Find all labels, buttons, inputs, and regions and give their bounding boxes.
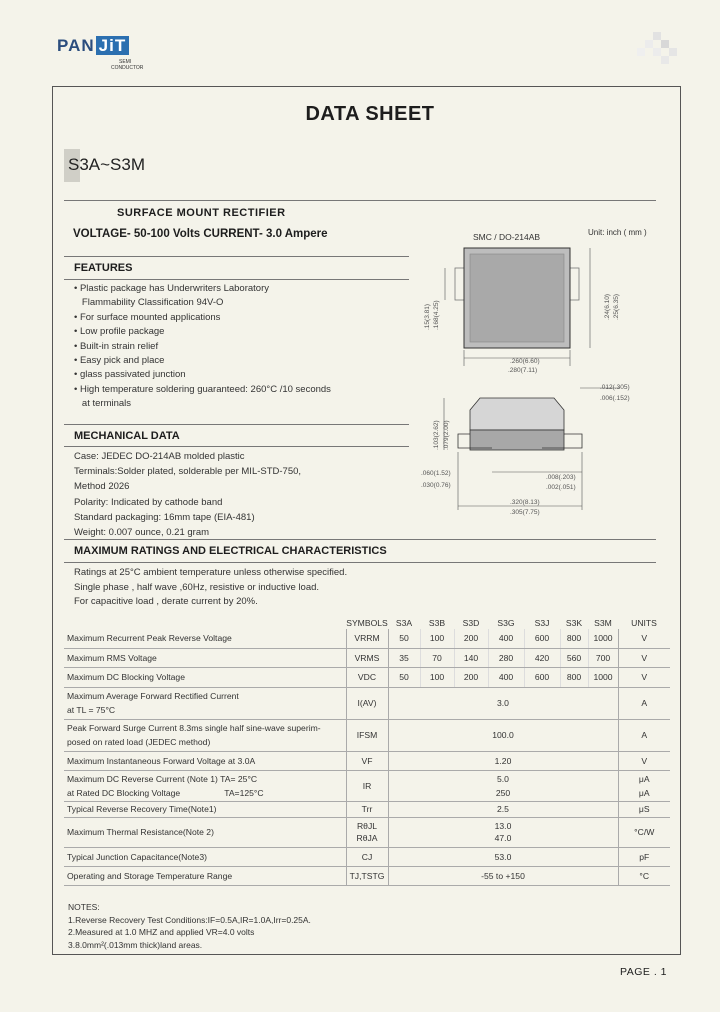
- dim-label: .280(7.11): [508, 367, 538, 374]
- symbol-cell: IFSM: [346, 719, 388, 751]
- feature-item: • glass passivated junction: [74, 369, 186, 381]
- dim-label: .260(6.60): [510, 358, 540, 365]
- table-row: [64, 751, 670, 770]
- dim-label: .002(.051): [546, 484, 576, 491]
- value-cell: 140: [454, 648, 488, 667]
- value-cell: 800: [560, 667, 588, 687]
- header-s3g: S3G: [497, 617, 515, 628]
- value-cell: -55 to +150: [388, 866, 618, 885]
- dim-label: .305(7.75): [510, 509, 540, 516]
- panjit-logo: [57, 36, 129, 56]
- param-cell: Maximum Thermal Resistance(Note 2): [64, 817, 346, 847]
- unit-cell: [618, 770, 670, 801]
- mechanical-item: Polarity: Indicated by cathode band: [74, 496, 223, 508]
- dim-label: .15(3.81): [424, 303, 431, 330]
- table-row: [64, 801, 670, 817]
- value-cell: 3.0: [388, 687, 618, 719]
- param-cell: Operating and Storage Temperature Range: [64, 866, 346, 885]
- param-cell: Typical Junction Capacitance(Note3): [64, 847, 346, 866]
- value-line: 250: [495, 787, 511, 798]
- logo-subtext: [111, 59, 143, 71]
- param-cell: Maximum Instantaneous Forward Voltage at 3.0A: [64, 751, 346, 770]
- feature-item: • For surface mounted applications: [74, 311, 221, 323]
- doc-title: DATA SHEET: [305, 103, 435, 125]
- symbol-cell: CJ: [346, 847, 388, 866]
- symbol-cell: [346, 817, 388, 847]
- feature-item: • High temperature soldering guaranteed: 260°C /10 seconds: [74, 383, 331, 395]
- value-cell: 700: [588, 648, 618, 667]
- value-cell: 35: [388, 648, 420, 667]
- unit-cell: V: [618, 667, 670, 687]
- symbol-line: RθJA: [356, 833, 378, 843]
- feature-item: • Easy pick and place: [74, 354, 165, 366]
- dim-label: .079(2.00): [443, 420, 450, 450]
- mechanical-item: Standard packaging: 16mm tape (EIA-481): [74, 511, 255, 523]
- unit-cell: A: [618, 719, 670, 751]
- value-line: 5.0: [497, 773, 509, 784]
- product-subtitle: SURFACE MOUNT RECTIFIER: [117, 207, 286, 219]
- value-cell: 280: [488, 648, 524, 667]
- logo-main: PAN: [57, 36, 95, 55]
- divider: [64, 424, 409, 425]
- notes-title: NOTES:: [68, 902, 100, 912]
- mechanical-item: Method 2026: [74, 481, 130, 493]
- unit-cell: V: [618, 629, 670, 648]
- value-cell: 560: [560, 648, 588, 667]
- divider: [64, 200, 656, 201]
- unit-cell: °C: [618, 866, 670, 885]
- header-s3m: S3M: [594, 617, 612, 628]
- dim-label: .006(.152): [600, 395, 630, 402]
- value-cell: [388, 770, 618, 801]
- divider: [64, 539, 656, 540]
- value-cell: 70: [420, 648, 454, 667]
- dim-label: .320(8.13): [510, 499, 540, 506]
- divider: [64, 562, 656, 563]
- unit-cell: V: [618, 648, 670, 667]
- condition-line: For capacitive load , derate current by 20%.: [74, 596, 258, 608]
- dim-label: .030(0.76): [421, 482, 451, 489]
- header-s3d: S3D: [462, 617, 480, 628]
- feature-item: at terminals: [74, 398, 132, 410]
- header-parameter: [64, 616, 346, 629]
- param-line: Peak Forward Surge Current 8.3ms single half sine-wave superim-: [67, 723, 321, 733]
- ratings-conditions: [74, 566, 347, 610]
- param-cell: [64, 770, 346, 801]
- header-s3a: S3A: [395, 617, 413, 628]
- table-row: [64, 629, 670, 648]
- symbol-cell: IR: [346, 770, 388, 801]
- unit-line: μA: [638, 787, 650, 798]
- table-row: [64, 770, 670, 801]
- param-line: Maximum DC Reverse Current (Note 1) TA= 25°C: [67, 773, 258, 784]
- mechanical-list: [74, 449, 301, 540]
- unit-cell: V: [618, 751, 670, 770]
- param-cell: Typical Reverse Recovery Time(Note1): [64, 801, 346, 817]
- unit-cell: pF: [618, 847, 670, 866]
- value-cell: 1000: [588, 667, 618, 687]
- table-row: [64, 847, 670, 866]
- param-line: TA=125°C: [224, 787, 264, 798]
- symbol-cell: I(AV): [346, 687, 388, 719]
- value-cell: 50: [388, 667, 420, 687]
- condition-line: Ratings at 25°C ambient temperature unless otherwise specified.: [74, 567, 348, 578]
- voltage-current: VOLTAGE- 50-100 Volts CURRENT- 3.0 Ampere: [73, 228, 328, 240]
- dim-label: .012(.305): [600, 384, 630, 391]
- feature-item: • Built-in strain relief: [74, 340, 159, 352]
- header-s3b: S3B: [428, 617, 446, 628]
- value-cell: 400: [488, 667, 524, 687]
- header-s3j: S3J: [534, 617, 550, 628]
- value-cell: 1000: [588, 629, 618, 648]
- package-outline-drawing: [420, 240, 660, 525]
- symbol-line: RθJL: [356, 821, 378, 831]
- ratings-title: MAXIMUM RATINGS AND ELECTRICAL CHARACTERISTICS: [74, 545, 387, 557]
- unit-cell: μS: [618, 801, 670, 817]
- header-units: UNITS: [631, 617, 657, 628]
- unit-cell: °C/W: [618, 817, 670, 847]
- value-cell: 800: [560, 629, 588, 648]
- feature-item: • Plastic package has Underwriters Laboratory: [74, 283, 270, 294]
- value-cell: 2.5: [388, 801, 618, 817]
- notes: [68, 901, 311, 951]
- mechanical-item: Terminals:Solder plated, solderable per MIL-STD-750,: [74, 466, 302, 478]
- param-line: at Rated DC Blocking Voltage: [67, 787, 181, 798]
- mechanical-title: MECHANICAL DATA: [74, 430, 180, 442]
- value-cell: 200: [454, 629, 488, 648]
- unit-cell: A: [618, 687, 670, 719]
- param-cell: [64, 687, 346, 719]
- symbol-cell: VDC: [346, 667, 388, 687]
- header-s3k: S3K: [565, 617, 583, 628]
- unit-line: μA: [638, 773, 650, 784]
- condition-line: Single phase , half wave ,60Hz, resistive or inductive load.: [74, 581, 320, 593]
- table-row: [64, 719, 670, 751]
- mechanical-item: Weight: 0.007 ounce, 0.21 gram: [74, 527, 210, 539]
- value-cell: 50: [388, 629, 420, 648]
- logo-sub-line1: SEMI: [119, 59, 132, 65]
- logo-accent: JiT: [96, 36, 130, 55]
- dim-label: .24(6.10): [604, 293, 611, 320]
- features-list: [74, 282, 414, 412]
- header-symbols: SYMBOLS: [346, 617, 388, 628]
- value-cell: 100.0: [388, 719, 618, 751]
- dim-label: .060(1.52): [421, 470, 451, 477]
- logo-sub-line2: CONDUCTOR: [111, 65, 144, 71]
- value-cell: 53.0: [388, 847, 618, 866]
- symbol-cell: Trr: [346, 801, 388, 817]
- symbol-cell: VF: [346, 751, 388, 770]
- dim-label: .103(2.62): [433, 420, 440, 450]
- value-cell: 100: [420, 667, 454, 687]
- value-cell: 400: [488, 629, 524, 648]
- value-cell: 1.20: [388, 751, 618, 770]
- note-item: 2.Measured at 1.0 MHZ and applied VR=4.0 volts: [68, 927, 255, 938]
- dim-label: .168(4.25): [433, 300, 440, 330]
- decorative-squares-icon: [637, 32, 677, 72]
- symbol-cell: VRRM: [346, 629, 388, 648]
- divider: [64, 279, 409, 280]
- value-cell: 420: [524, 648, 560, 667]
- table-row: [64, 866, 670, 885]
- mechanical-item: Case: JEDEC DO-214AB molded plastic: [74, 451, 245, 462]
- value-cell: 200: [454, 667, 488, 687]
- param-line: Maximum Average Forward Rectified Current: [67, 691, 239, 701]
- symbol-cell: VRMS: [346, 648, 388, 667]
- table-row: [64, 667, 670, 687]
- table-row: [64, 817, 670, 847]
- part-number: S3A~S3M: [68, 155, 146, 174]
- value-cell: [388, 817, 618, 847]
- divider: [64, 256, 409, 257]
- param-line: at TL = 75°C: [67, 705, 116, 715]
- note-item: 3.8.0mm²(.013mm thick)land areas.: [68, 939, 203, 950]
- dim-label: .008(.203): [546, 474, 576, 481]
- page-number: PAGE . 1: [620, 966, 667, 978]
- param-line: posed on rated load (JEDEC method): [67, 737, 211, 747]
- param-cell: Maximum Recurrent Peak Reverse Voltage: [64, 629, 346, 648]
- feature-item: • Low profile package: [74, 326, 165, 338]
- ratings-table: [64, 616, 670, 886]
- unit-note: Unit: inch ( mm ): [588, 228, 647, 237]
- dim-label: .25(6.35): [613, 293, 620, 320]
- param-cell: [64, 719, 346, 751]
- table-row: [64, 687, 670, 719]
- value-line: 47.0: [494, 833, 512, 843]
- divider: [64, 446, 409, 447]
- param-cell: Maximum RMS Voltage: [64, 648, 346, 667]
- symbol-cell: TJ,TSTG: [346, 866, 388, 885]
- value-cell: 600: [524, 629, 560, 648]
- value-cell: 100: [420, 629, 454, 648]
- param-cell: Maximum DC Blocking Voltage: [64, 667, 346, 687]
- features-title: FEATURES: [74, 262, 133, 274]
- note-item: 1.Reverse Recovery Test Conditions:IF=0.5A,IR=1.0A,Irr=0.25A.: [68, 914, 311, 925]
- table-row: [64, 648, 670, 667]
- feature-item: Flammability Classification 94V-O: [74, 297, 224, 309]
- package-label: SMC / DO-214AB: [473, 232, 541, 242]
- value-line: 13.0: [494, 821, 512, 831]
- value-cell: 600: [524, 667, 560, 687]
